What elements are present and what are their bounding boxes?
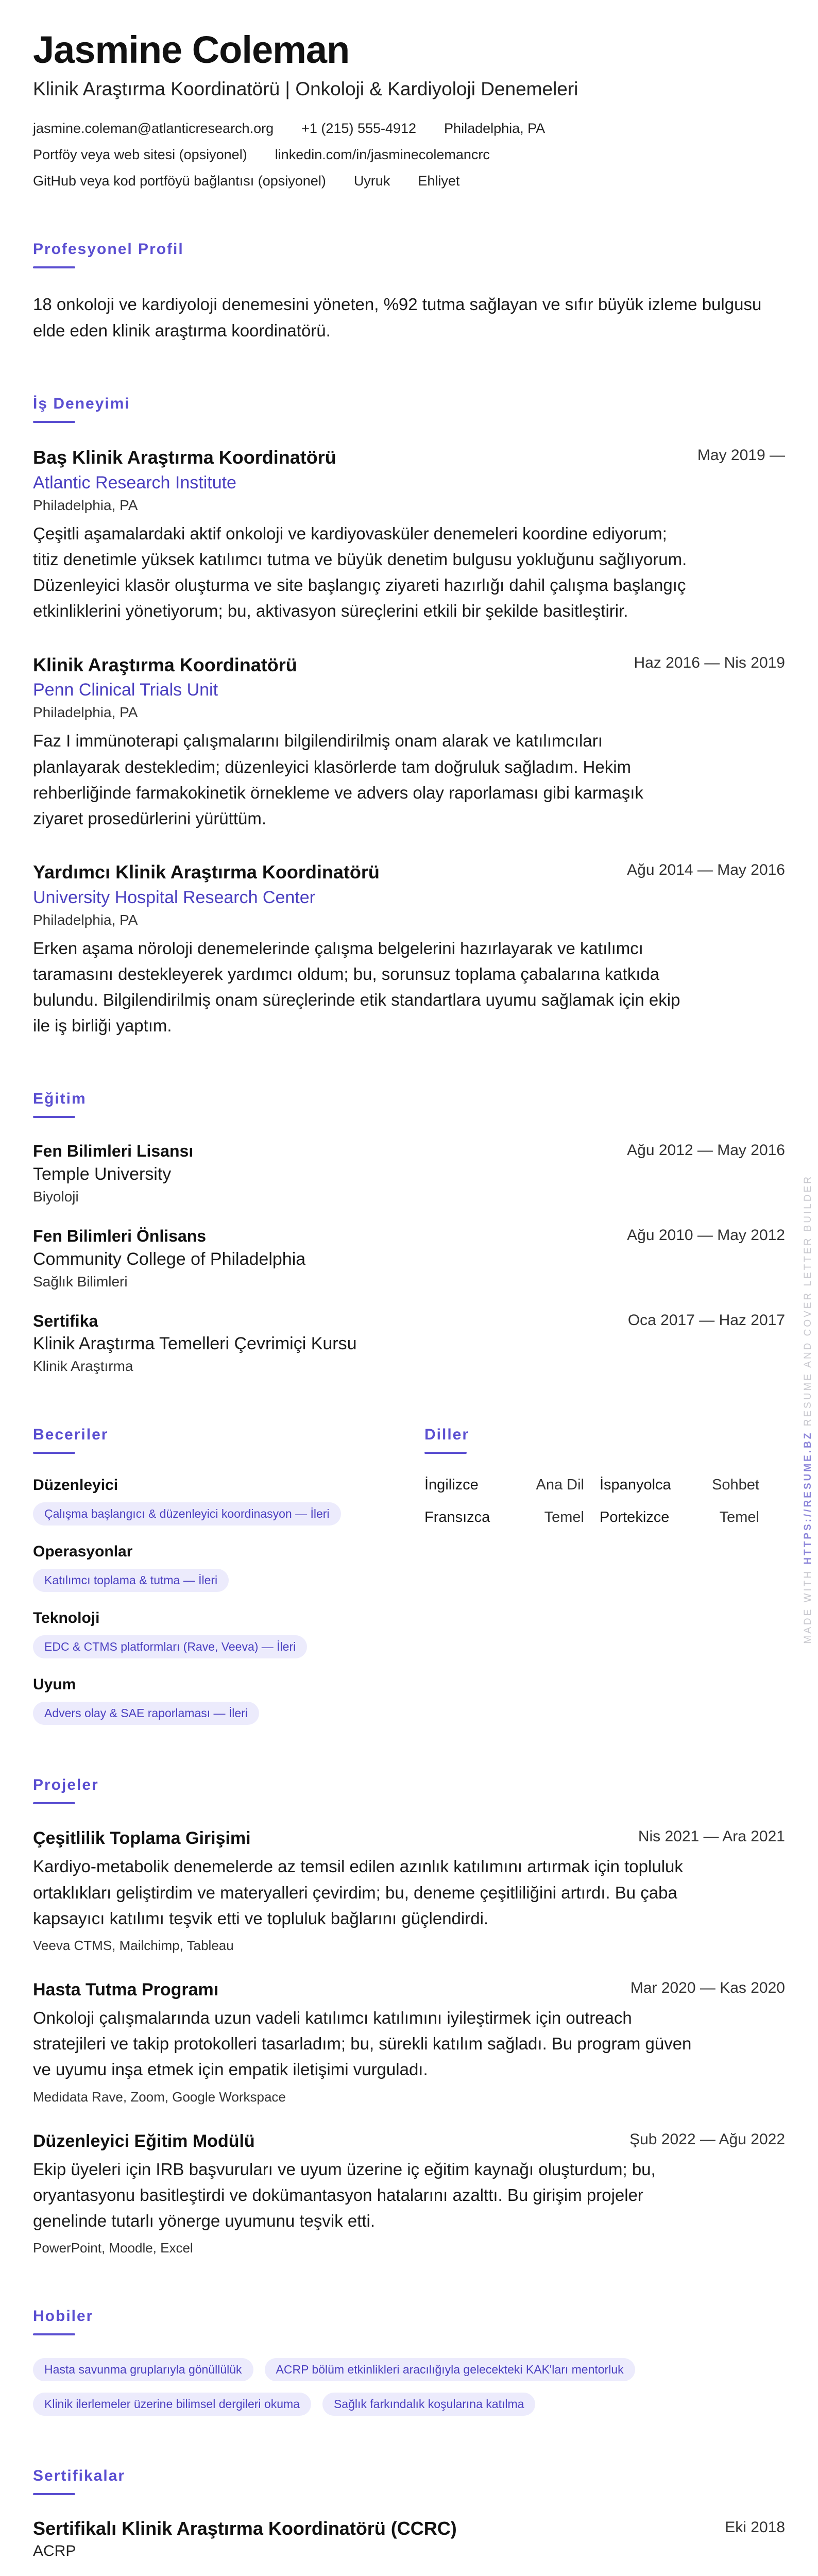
project-tools: Medidata Rave, Zoom, Google Workspace <box>33 2089 286 2105</box>
project-description: Ekip üyeleri için IRB başvuruları ve uyum üzerine iç eğitim kaynağı oluşturdum; bu, oryantasyonu basitleştirdi ve dokümantasyon hatalarını azalttı. Bu girişim projeler genelinde tutarlı yönerge uyumunu teşvik etti. <box>33 2159 656 2231</box>
contact-phone[interactable]: +1 (215) 555-4912 <box>301 120 417 136</box>
language-item <box>600 1477 759 1494</box>
project-tools: PowerPoint, Moodle, Excel <box>33 2240 193 2256</box>
skill-pill: Katılımcı toplama & tutma — İleri <box>33 1569 229 1592</box>
skill-group-name: Teknoloji <box>33 1609 100 1627</box>
project-name: Hasta Tutma Programı <box>33 1979 219 1999</box>
experience-entry <box>33 446 785 624</box>
language-level: Sohbet <box>712 1477 759 1494</box>
language-level: Temel <box>719 1509 759 1526</box>
section-divider <box>33 1802 75 1804</box>
project-name: Çeşitlilik Toplama Girişimi <box>33 1828 251 1849</box>
project-entry <box>33 2130 785 2257</box>
language-name: Portekizce <box>600 1509 670 1526</box>
section-divider <box>33 1452 75 1454</box>
employer-name: Atlantic Research Institute <box>33 473 236 493</box>
study-area: Biyoloji <box>33 1189 79 1205</box>
education-dates: Ağu 2010 — May 2012 <box>627 1227 785 1244</box>
section-title: Diller <box>424 1426 470 1444</box>
candidate-headline: Klinik Araştırma Koordinatörü | Onkoloji & Kardiyoloji Denemeleri <box>33 78 578 99</box>
education-section <box>33 1090 785 1375</box>
hobbies-section <box>33 2308 785 2416</box>
job-location: Philadelphia, PA <box>33 704 138 721</box>
skill-group-name: Uyum <box>33 1676 76 1693</box>
section-title: Eğitim <box>33 1090 87 1108</box>
certification-date: Eki 2018 <box>725 2519 785 2536</box>
experience-entry <box>33 653 785 832</box>
education-entry <box>33 1226 785 1290</box>
degree-name: Fen Bilimleri Lisansı <box>33 1142 194 1161</box>
section-title: Beceriler <box>33 1426 109 1444</box>
job-title: Yardımcı Klinik Araştırma Koordinatörü <box>33 861 380 883</box>
experience-section <box>33 395 785 1039</box>
contact-email[interactable]: jasmine.coleman@atlanticresearch.org <box>33 120 274 136</box>
hobby-pill: Klinik ilerlemeler üzerine bilimsel dergileri okuma <box>33 2393 311 2416</box>
languages-section <box>424 1426 785 1725</box>
experience-entry <box>33 860 785 1039</box>
language-level: Ana Dil <box>536 1477 584 1494</box>
summary-text: 18 onkoloji ve kardiyoloji denemesini yöneten, %92 tutma sağlayan ve sıfır büyük izleme bulgusu elde eden klinik araştırma koordinatörü. <box>33 294 762 341</box>
job-title: Klinik Araştırma Koordinatörü <box>33 654 297 675</box>
job-description: Faz I immünoterapi çalışmalarını bilgilendirilmiş onam alarak ve katılımcıları planlayarak destekledim; düzenleyici klasörlerde tam doğruluk sağladım. Hekim rehberliğinde farmakokinetik örnekleme ve advers olay raporlaması gibi karmaşık ziyaret prosedürlerini yürüttüm. <box>33 731 643 828</box>
degree-name: Fen Bilimleri Önlisans <box>33 1227 207 1246</box>
employer-name: Penn Clinical Trials Unit <box>33 680 218 700</box>
job-dates: Ağu 2014 — May 2016 <box>627 861 785 879</box>
certification-name: Sertifikalı Klinik Araştırma Koordinatörü (CCRC) <box>33 2518 457 2539</box>
section-divider <box>33 266 75 268</box>
education-dates: Oca 2017 — Haz 2017 <box>627 1311 785 1329</box>
institution-name: Temple University <box>33 1164 172 1184</box>
job-dates: Haz 2016 — Nis 2019 <box>634 654 785 671</box>
section-divider <box>33 2333 75 2335</box>
skill-group <box>33 1609 424 1658</box>
project-dates: Şub 2022 — Ağu 2022 <box>629 2130 785 2148</box>
language-item <box>424 1509 584 1526</box>
education-entry <box>33 1311 785 1375</box>
education-entry <box>33 1141 785 1205</box>
education-dates: Ağu 2012 — May 2016 <box>627 1142 785 1159</box>
degree-name: Sertifika <box>33 1311 98 1330</box>
skills-languages-row <box>33 1426 785 1725</box>
job-dates: May 2019 — <box>697 447 785 464</box>
job-description: Erken aşama nöroloji denemelerinde çalışma belgelerini hazırlayarak ve katılımcı taramasını destekleyerek yardımcı oldum; bu, sorunsuz toplama çabalarına katkıda bulundu. Bilgilendirilmiş onam süreçlerinde etik standartlara uyumu sağlamak için ekip ile iş birliği yaptım. <box>33 938 680 1036</box>
certification-entry <box>33 2518 785 2560</box>
study-area: Sağlık Bilimleri <box>33 1273 128 1290</box>
skill-group <box>33 1676 424 1725</box>
section-divider <box>33 1116 75 1118</box>
watermark-prefix: MADE WITH <box>803 1569 813 1644</box>
language-name: İspanyolca <box>600 1477 671 1494</box>
project-entry <box>33 1827 785 1954</box>
certifications-section <box>33 2467 785 2576</box>
hobby-list <box>33 2358 744 2416</box>
skill-pill: Advers olay & SAE raporlaması — İleri <box>33 1702 259 1725</box>
skill-pill: EDC & CTMS platformları (Rave, Veeva) — İleri <box>33 1635 307 1658</box>
section-title: İş Deneyimi <box>33 395 130 413</box>
projects-section <box>33 1776 785 2256</box>
project-dates: Mar 2020 — Kas 2020 <box>630 1979 785 1996</box>
contact-portfolio[interactable]: Portföy veya web sitesi (opsiyonel) <box>33 146 247 162</box>
project-name: Düzenleyici Eğitim Modülü <box>33 2131 255 2151</box>
language-item <box>600 1509 759 1526</box>
skill-group-name: Düzenleyici <box>33 1477 118 1494</box>
contact-linkedin[interactable]: linkedin.com/in/jasminecolemancrc <box>275 146 490 162</box>
study-area: Klinik Araştırma <box>33 1358 133 1375</box>
project-entry <box>33 1978 785 2105</box>
section-title: Sertifikalar <box>33 2467 126 2485</box>
skill-group <box>33 1543 424 1592</box>
language-name: Fransızca <box>424 1509 490 1526</box>
section-divider <box>33 2493 75 2495</box>
institution-name: Klinik Araştırma Temelleri Çevrimiçi Kursu <box>33 1334 357 1354</box>
contact-list <box>33 121 677 189</box>
summary-section <box>33 241 785 344</box>
project-dates: Nis 2021 — Ara 2021 <box>638 1828 785 1845</box>
project-description: Kardiyo-metabolik denemelerde az temsil edilen azınlık katılımını artırmak için topluluk ortaklıkları geliştirdim ve materyalleri çevirdim; bu, deneme çeşitliliğini artırdı. Bu çaba kapsayıcı katılımı teşvik etti ve topluluk bağlarını güçlendirdi. <box>33 1857 683 1928</box>
watermark-suffix: RESUME AND COVER LETTER BUILDER <box>803 1175 813 1427</box>
skills-section <box>33 1426 424 1725</box>
contact-license: Ehliyet <box>418 173 460 189</box>
institution-name: Community College of Philadelphia <box>33 1249 306 1269</box>
section-divider <box>33 421 75 423</box>
section-divider <box>424 1452 467 1454</box>
skill-group <box>33 1477 424 1526</box>
resume-header <box>33 30 785 189</box>
contact-nationality: Uyruk <box>353 173 390 189</box>
employer-name: University Hospital Research Center <box>33 887 315 907</box>
language-list <box>424 1477 785 1526</box>
contact-location: Philadelphia, PA <box>444 120 546 136</box>
job-title: Baş Klinik Araştırma Koordinatörü <box>33 447 336 468</box>
section-title: Profesyonel Profil <box>33 240 184 258</box>
builder-watermark <box>803 1175 814 1644</box>
hobby-pill: Sağlık farkındalık koşularına katılma <box>322 2393 535 2416</box>
language-name: İngilizce <box>424 1477 479 1494</box>
skill-pill: Çalışma başlangıcı & düzenleyici koordinasyon — İleri <box>33 1502 341 1526</box>
language-level: Temel <box>544 1509 584 1526</box>
skill-group-name: Operasyonlar <box>33 1543 133 1561</box>
section-title: Projeler <box>33 1776 99 1794</box>
hobby-pill: ACRP bölüm etkinlikleri aracılığıyla gelecekteki KAK'ları mentorluk <box>265 2358 635 2381</box>
language-item <box>424 1477 584 1494</box>
contact-github[interactable]: GitHub veya kod portföyü bağlantısı (opsiyonel) <box>33 173 326 189</box>
job-description: Çeşitli aşamalardaki aktif onkoloji ve kardiyovasküler denemeleri koordine ediyorum; titiz denetimle yüksek katılımcı tutma ve büyük denetim bulgusu yokluğunu sağlıyorum. Düzenleyici klasör oluşturma ve site başlangıç ziyareti hazırlığı dahil çalışma başlangıç etkinliklerini yönetiyorum; bu, aktivasyon süreçlerini etkili bir şekilde basitleştirir. <box>33 524 687 621</box>
project-tools: Veeva CTMS, Mailchimp, Tableau <box>33 1937 234 1953</box>
project-description: Onkoloji çalışmalarında uzun vadeli katılımcı katılımını iyileştirmek için outreach stratejileri ve takip protokolleri tasarladım; bu, sürekli katılım sağladı. Bu program güven ve uyumu inşa etmek için empatik iletişimi vurguladı. <box>33 2008 692 2079</box>
section-title: Hobiler <box>33 2308 94 2325</box>
job-location: Philadelphia, PA <box>33 911 138 928</box>
certification-issuer: ACRP <box>33 2543 76 2560</box>
hobby-pill: Hasta savunma gruplarıyla gönüllülük <box>33 2358 253 2381</box>
watermark-link[interactable]: HTTPS://RESUME.BZ <box>803 1431 813 1565</box>
job-location: Philadelphia, PA <box>33 497 138 514</box>
candidate-name: Jasmine Coleman <box>33 28 350 71</box>
